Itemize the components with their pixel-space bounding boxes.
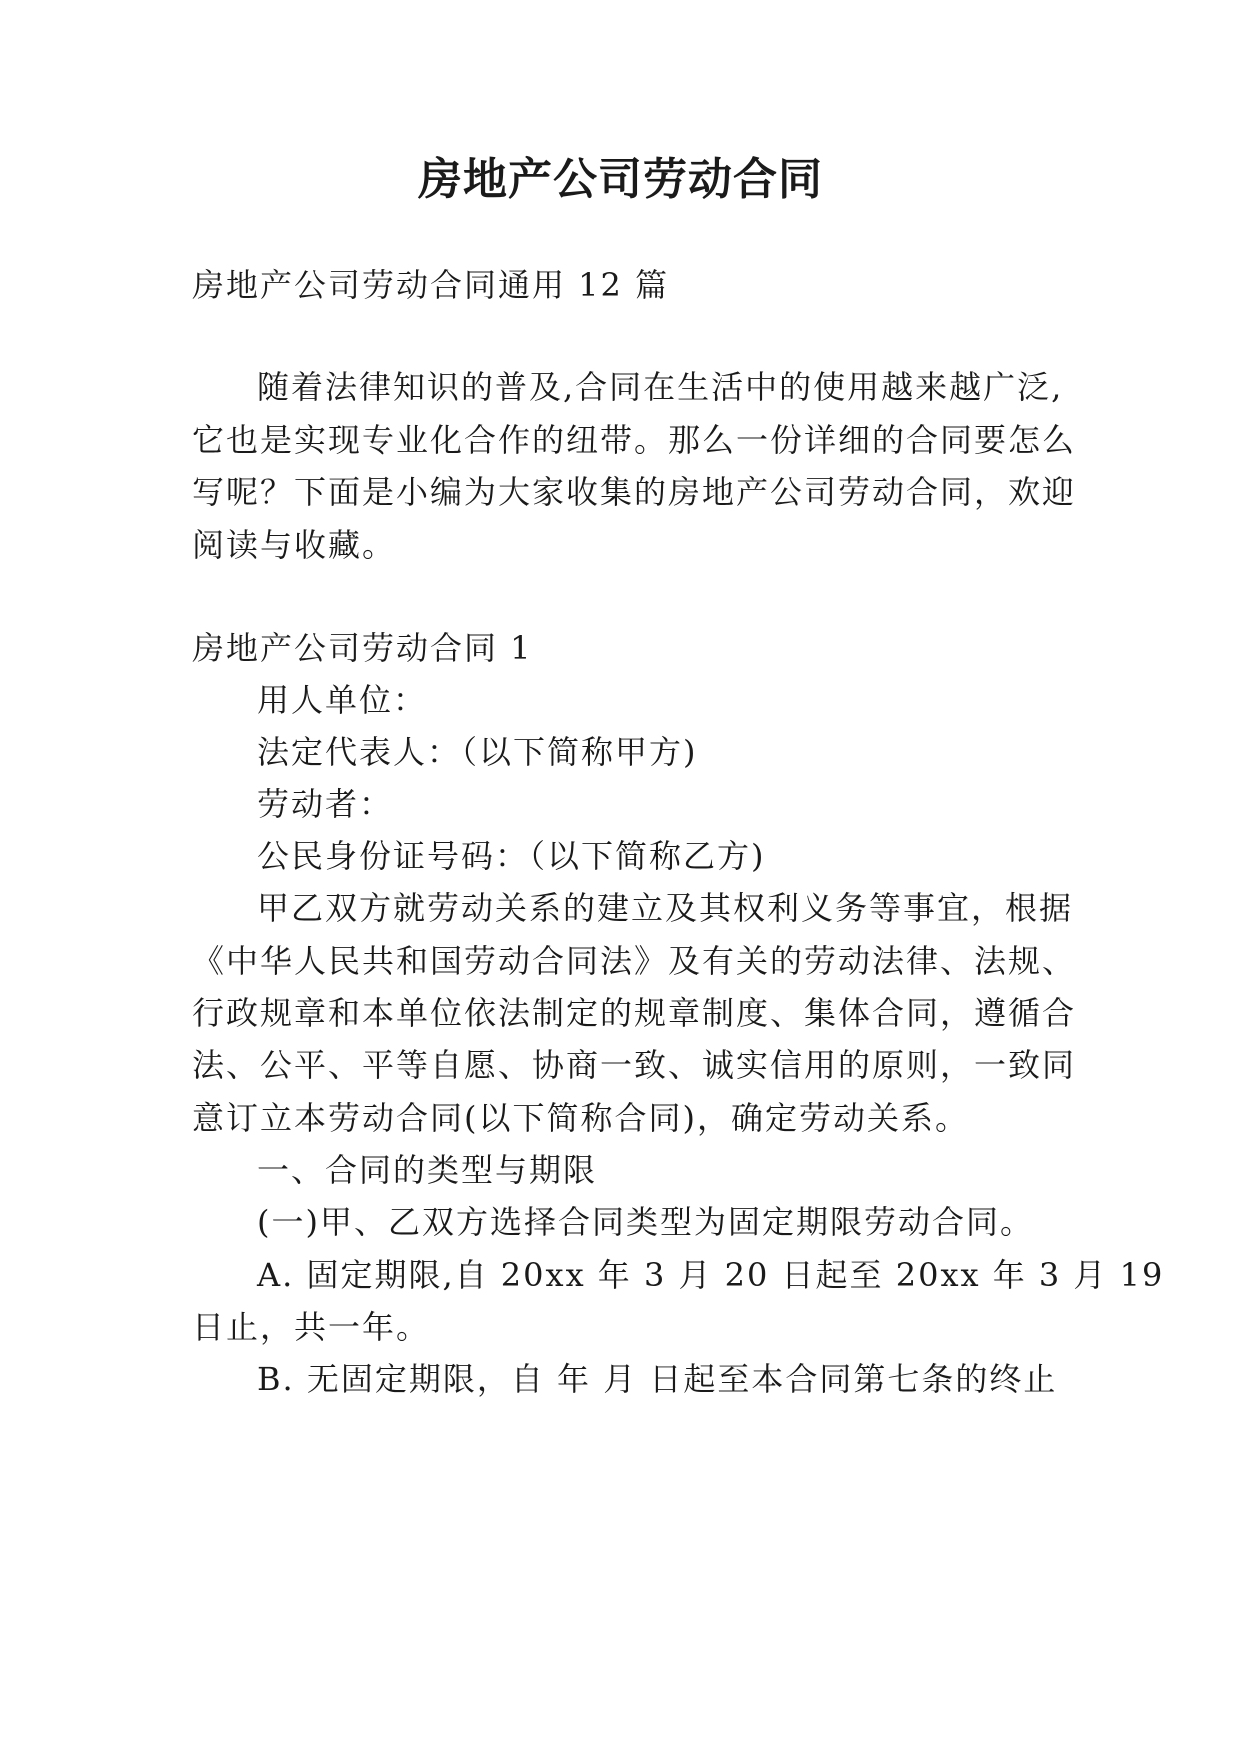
- document-title: 房地产公司劳动合同: [418, 154, 823, 205]
- clause-1-heading: 一、合同的类型与期限: [257, 1151, 598, 1189]
- clause-1-a-line-1: A. 固定期限,自 20xx 年 3 月 20 日起至 20xx 年 3 月 19: [257, 1256, 1165, 1294]
- clause-1-item-1: (一)甲、乙双方选择合同类型为固定期限劳动合同。: [257, 1203, 1034, 1241]
- clause-1-a-line-2: 日止，共一年。: [192, 1308, 431, 1346]
- intro-line-1: 随着法律知识的普及,合同在生活中的使用越来越广泛,: [257, 368, 1064, 406]
- preamble-line-3: 行政规章和本单位依法制定的规章制度、集体合同，遵循合: [192, 994, 1077, 1032]
- intro-line-3: 写呢？下面是小编为大家收集的房地产公司劳动合同，欢迎: [192, 473, 1077, 511]
- intro-line-2: 它也是实现专业化合作的纽带。那么一份详细的合同要怎么: [192, 421, 1077, 459]
- clause-1-b-line: B. 无固定期限，自 年 月 日起至本合同第七条的终止: [257, 1360, 1058, 1398]
- preamble-line-2: 《中华人民共和国劳动合同法》及有关的劳动法律、法规、: [192, 942, 1077, 980]
- intro-line-4: 阅读与收藏。: [192, 526, 397, 564]
- section-heading: 房地产公司劳动合同 1: [192, 629, 533, 667]
- field-worker: 劳动者：: [257, 785, 394, 823]
- preamble-line-4: 法、公平、平等自愿、协商一致、诚实信用的原则，一致同: [192, 1046, 1077, 1084]
- field-id-number: 公民身份证号码：（以下简称乙方): [257, 837, 766, 875]
- field-employer: 用人单位：: [257, 681, 428, 719]
- preamble-line-1: 甲乙双方就劳动关系的建立及其权利义务等事宜，根据: [257, 889, 1074, 927]
- field-legal-rep: 法定代表人：（以下简称甲方): [257, 733, 698, 771]
- document-subtitle: 房地产公司劳动合同通用 12 篇: [192, 266, 670, 304]
- preamble-line-5: 意订立本劳动合同(以下简称合同)，确定劳动关系。: [192, 1099, 969, 1137]
